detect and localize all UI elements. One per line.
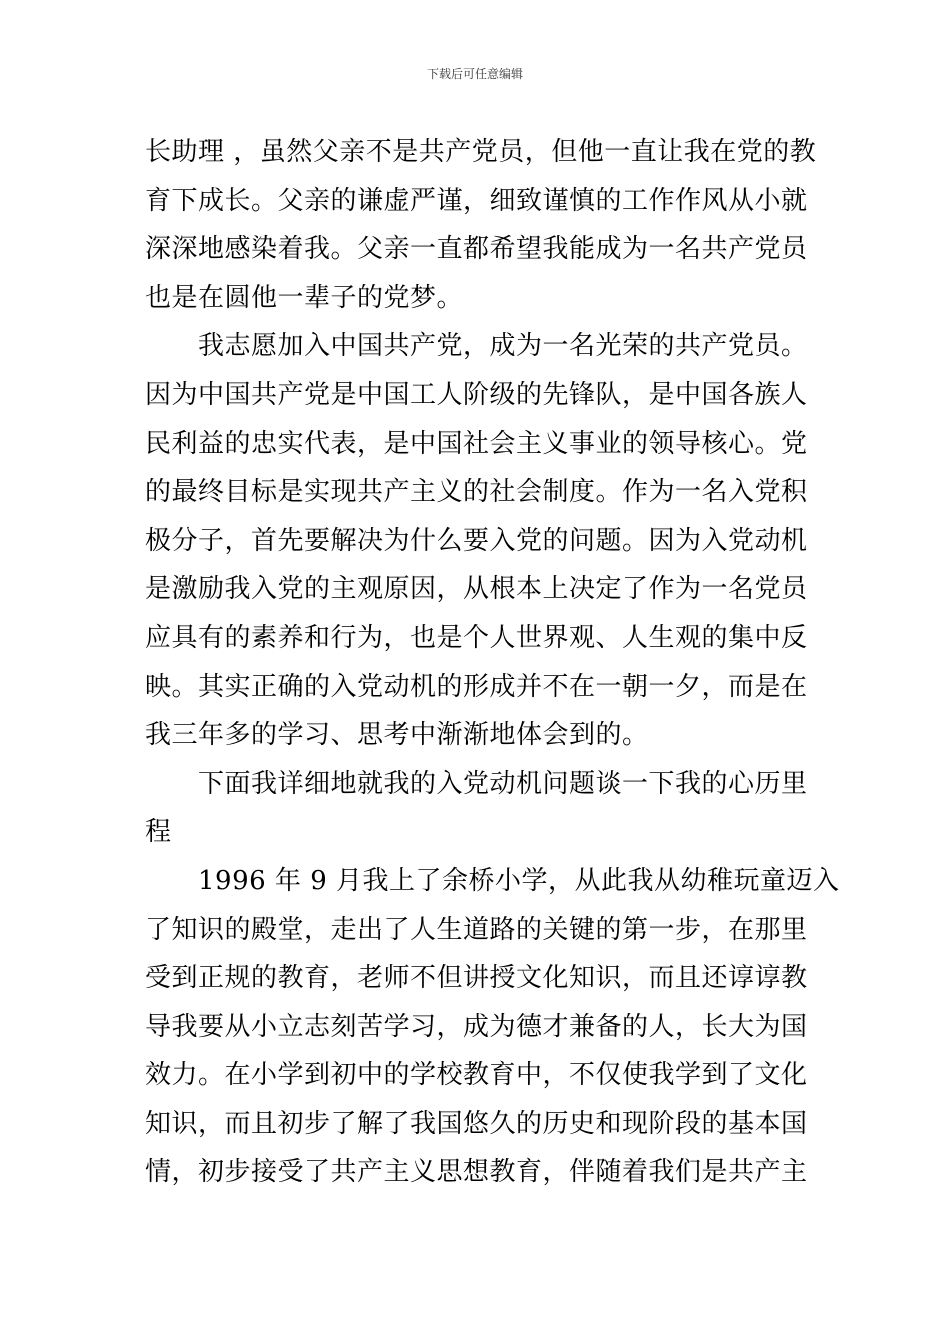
text-line: 极分子，首先要解决为什么要入党的问题。因为入党动机 — [145, 525, 808, 556]
text-line: 情，初步接受了共产主义思想教育，伴随着我们是共产主 — [145, 1157, 808, 1188]
text-line: 了知识的殿堂，走出了人生道路的关键的第一步，在那里 — [145, 914, 808, 945]
text-line: 程 — [145, 817, 172, 848]
text-line: 映。其实正确的入党动机的形成并不在一朝一夕，而是在 — [145, 671, 808, 702]
text-line: 知识，而且初步了解了我国悠久的历史和现阶段的基本国 — [145, 1108, 808, 1139]
text-line: 我志愿加入中国共产党，成为一名光荣的共产党员。 — [198, 331, 808, 362]
text-line: 应具有的素养和行为，也是个人世界观、人生观的集中反 — [145, 622, 808, 653]
text-line: 因为中国共产党是中国工人阶级的先锋队，是中国各族人 — [145, 379, 808, 410]
text-line: 我三年多的学习、思考中渐渐地体会到的。 — [145, 720, 649, 751]
page-header: 下载后可任意编辑 — [426, 67, 523, 81]
text-line: 长助理 ，虽然父亲不是共产党员，但他一直让我在党的教 — [145, 137, 817, 167]
text-line: 也是在圆他一辈子的党梦。 — [145, 282, 464, 313]
text-line: 1996 年 9 月我上了余桥小学，从此我从幼稚玩童迈入 — [198, 865, 840, 896]
text-line: 深深地感染着我。父亲一直都希望我能成为一名共产党员 — [145, 234, 808, 265]
text-line: 育下成长。父亲的谦虚严谨，细致谨慎的工作作风从小就 — [145, 185, 808, 216]
text-line: 的最终目标是实现共产主义的社会制度。作为一名入党积 — [145, 477, 808, 508]
body-text — [145, 128, 840, 1197]
text-line: 民利益的忠实代表，是中国社会主义事业的领导核心。党 — [145, 428, 808, 459]
text-line: 效力。在小学到初中的学校教育中，不仅使我学到了文化 — [145, 1060, 808, 1091]
text-line: 是激励我入党的主观原因，从根本上决定了作为一名党员 — [145, 574, 808, 605]
text-line: 导我要从小立志刻苦学习，成为德才兼备的人，长大为国 — [145, 1011, 808, 1042]
text-line: 受到正规的教育，老师不但讲授文化知识，而且还谆谆教 — [145, 963, 808, 994]
text-line: 下面我详细地就我的入党动机问题谈一下我的心历里 — [198, 768, 808, 799]
